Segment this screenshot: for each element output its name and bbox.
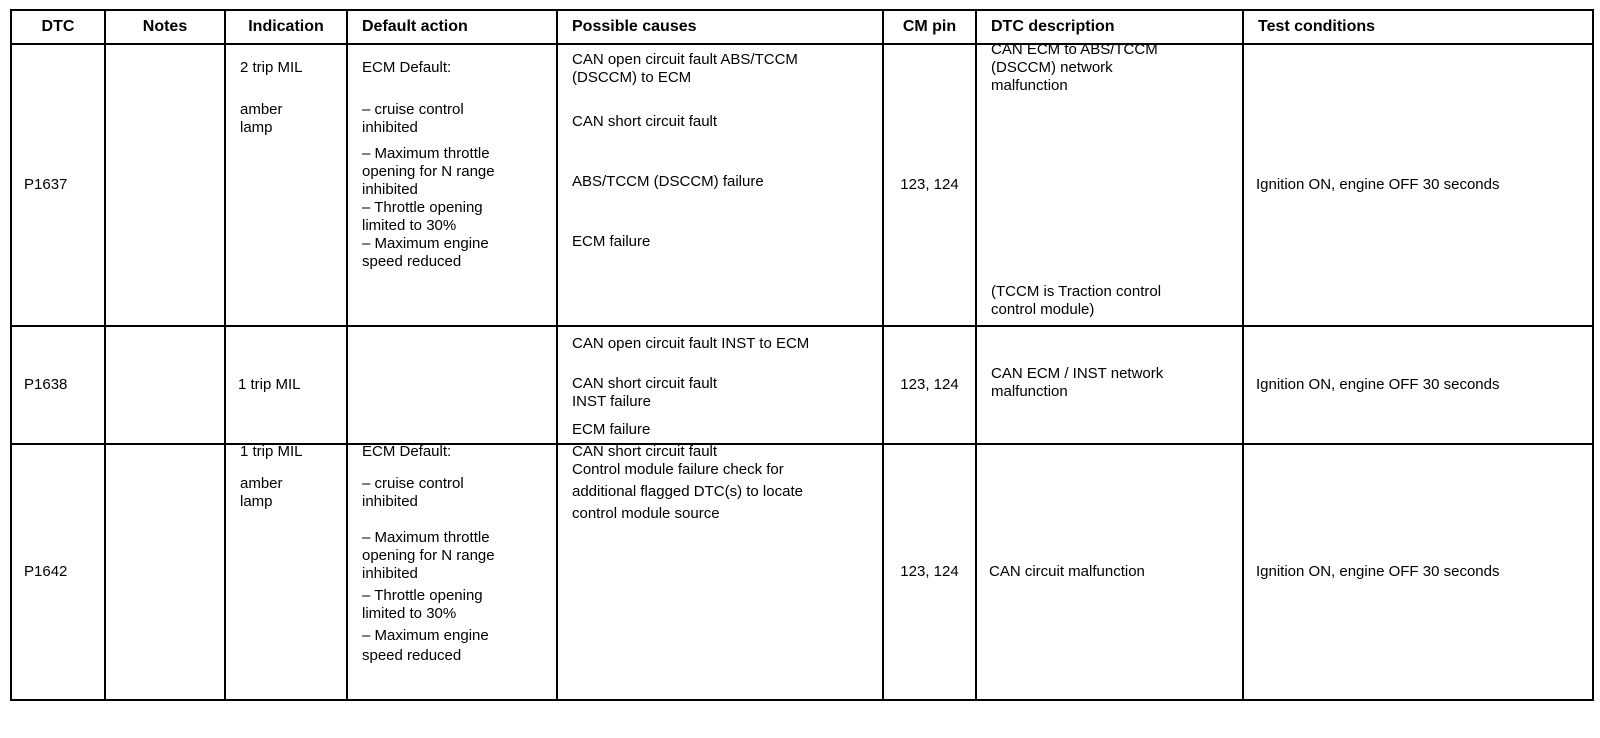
indication-line: amber — [240, 101, 283, 118]
default-action-cell — [347, 326, 557, 444]
header-dtc: DTC — [11, 10, 105, 44]
header-notes: Notes — [105, 10, 225, 44]
header-row — [11, 10, 1593, 44]
table-row — [11, 444, 1593, 700]
dtc-code: P1637 — [24, 176, 68, 193]
dtc-cell — [11, 44, 105, 326]
table-row — [11, 44, 1593, 326]
dtc-code: P1642 — [24, 563, 68, 580]
default-action-cell: ECM Default: – cruise control inhibited – Maximum throttle opening for N range inhibited – Throttle opening limited to 30% – Maximum engine speed reduced — [347, 44, 557, 326]
cm-pin-cell: 123, 124 — [883, 444, 976, 700]
dtc-table — [10, 9, 1594, 701]
dtc-cell — [11, 444, 105, 700]
test-conditions-cell: Ignition ON, engine OFF 30 seconds — [1243, 444, 1593, 700]
dtc-description-cell: CAN circuit malfunction — [976, 444, 1243, 700]
header-dtc-description: DTC description — [976, 10, 1243, 44]
header-possible-causes: Possible causes — [557, 10, 883, 44]
dtc-cell — [11, 326, 105, 444]
dtc-description-cell: CAN ECM to ABS/TCCM (DSCCM) network malfunction (TCCM is Traction control control module) — [976, 44, 1243, 326]
possible-causes-cell: CAN open circuit fault INST to ECM CAN short circuit fault INST failure ECM failure — [557, 326, 883, 444]
test-conditions-cell: Ignition ON, engine OFF 30 seconds — [1243, 326, 1593, 444]
cm-pin-cell: 123, 124 — [883, 44, 976, 326]
header-test-conditions: Test conditions — [1243, 10, 1593, 44]
cm-pin-cell: 123, 124 — [883, 326, 976, 444]
notes-cell — [105, 444, 225, 700]
possible-causes-cell: CAN short circuit fault Control module failure check for additional flagged DTC(s) to locate control module source — [557, 444, 883, 700]
indication-cell: 1 trip MIL amber lamp — [225, 444, 347, 700]
indication-cell — [225, 44, 347, 326]
header-cm-pin: CM pin — [883, 10, 976, 44]
notes-cell — [105, 326, 225, 444]
header-indication: Indication — [225, 10, 347, 44]
default-action-cell: ECM Default: – cruise control inhibited – Maximum throttle opening for N range inhibited – Throttle opening limited to 30% – Maximum engine speed reduced — [347, 444, 557, 700]
table-row — [11, 326, 1593, 444]
header-default-action: Default action — [347, 10, 557, 44]
indication-line: 2 trip MIL — [240, 59, 303, 76]
indication-line: lamp — [240, 119, 273, 136]
possible-causes-cell: CAN open circuit fault ABS/TCCM (DSCCM) to ECM CAN short circuit fault ABS/TCCM (DSCCM) failure ECM failure — [557, 44, 883, 326]
notes-cell — [105, 44, 225, 326]
dtc-description-cell: CAN ECM / INST network malfunction — [976, 326, 1243, 444]
test-conditions-cell: Ignition ON, engine OFF 30 seconds — [1243, 44, 1593, 326]
indication-cell: 1 trip MIL — [225, 326, 347, 444]
dtc-code: P1638 — [24, 376, 68, 393]
